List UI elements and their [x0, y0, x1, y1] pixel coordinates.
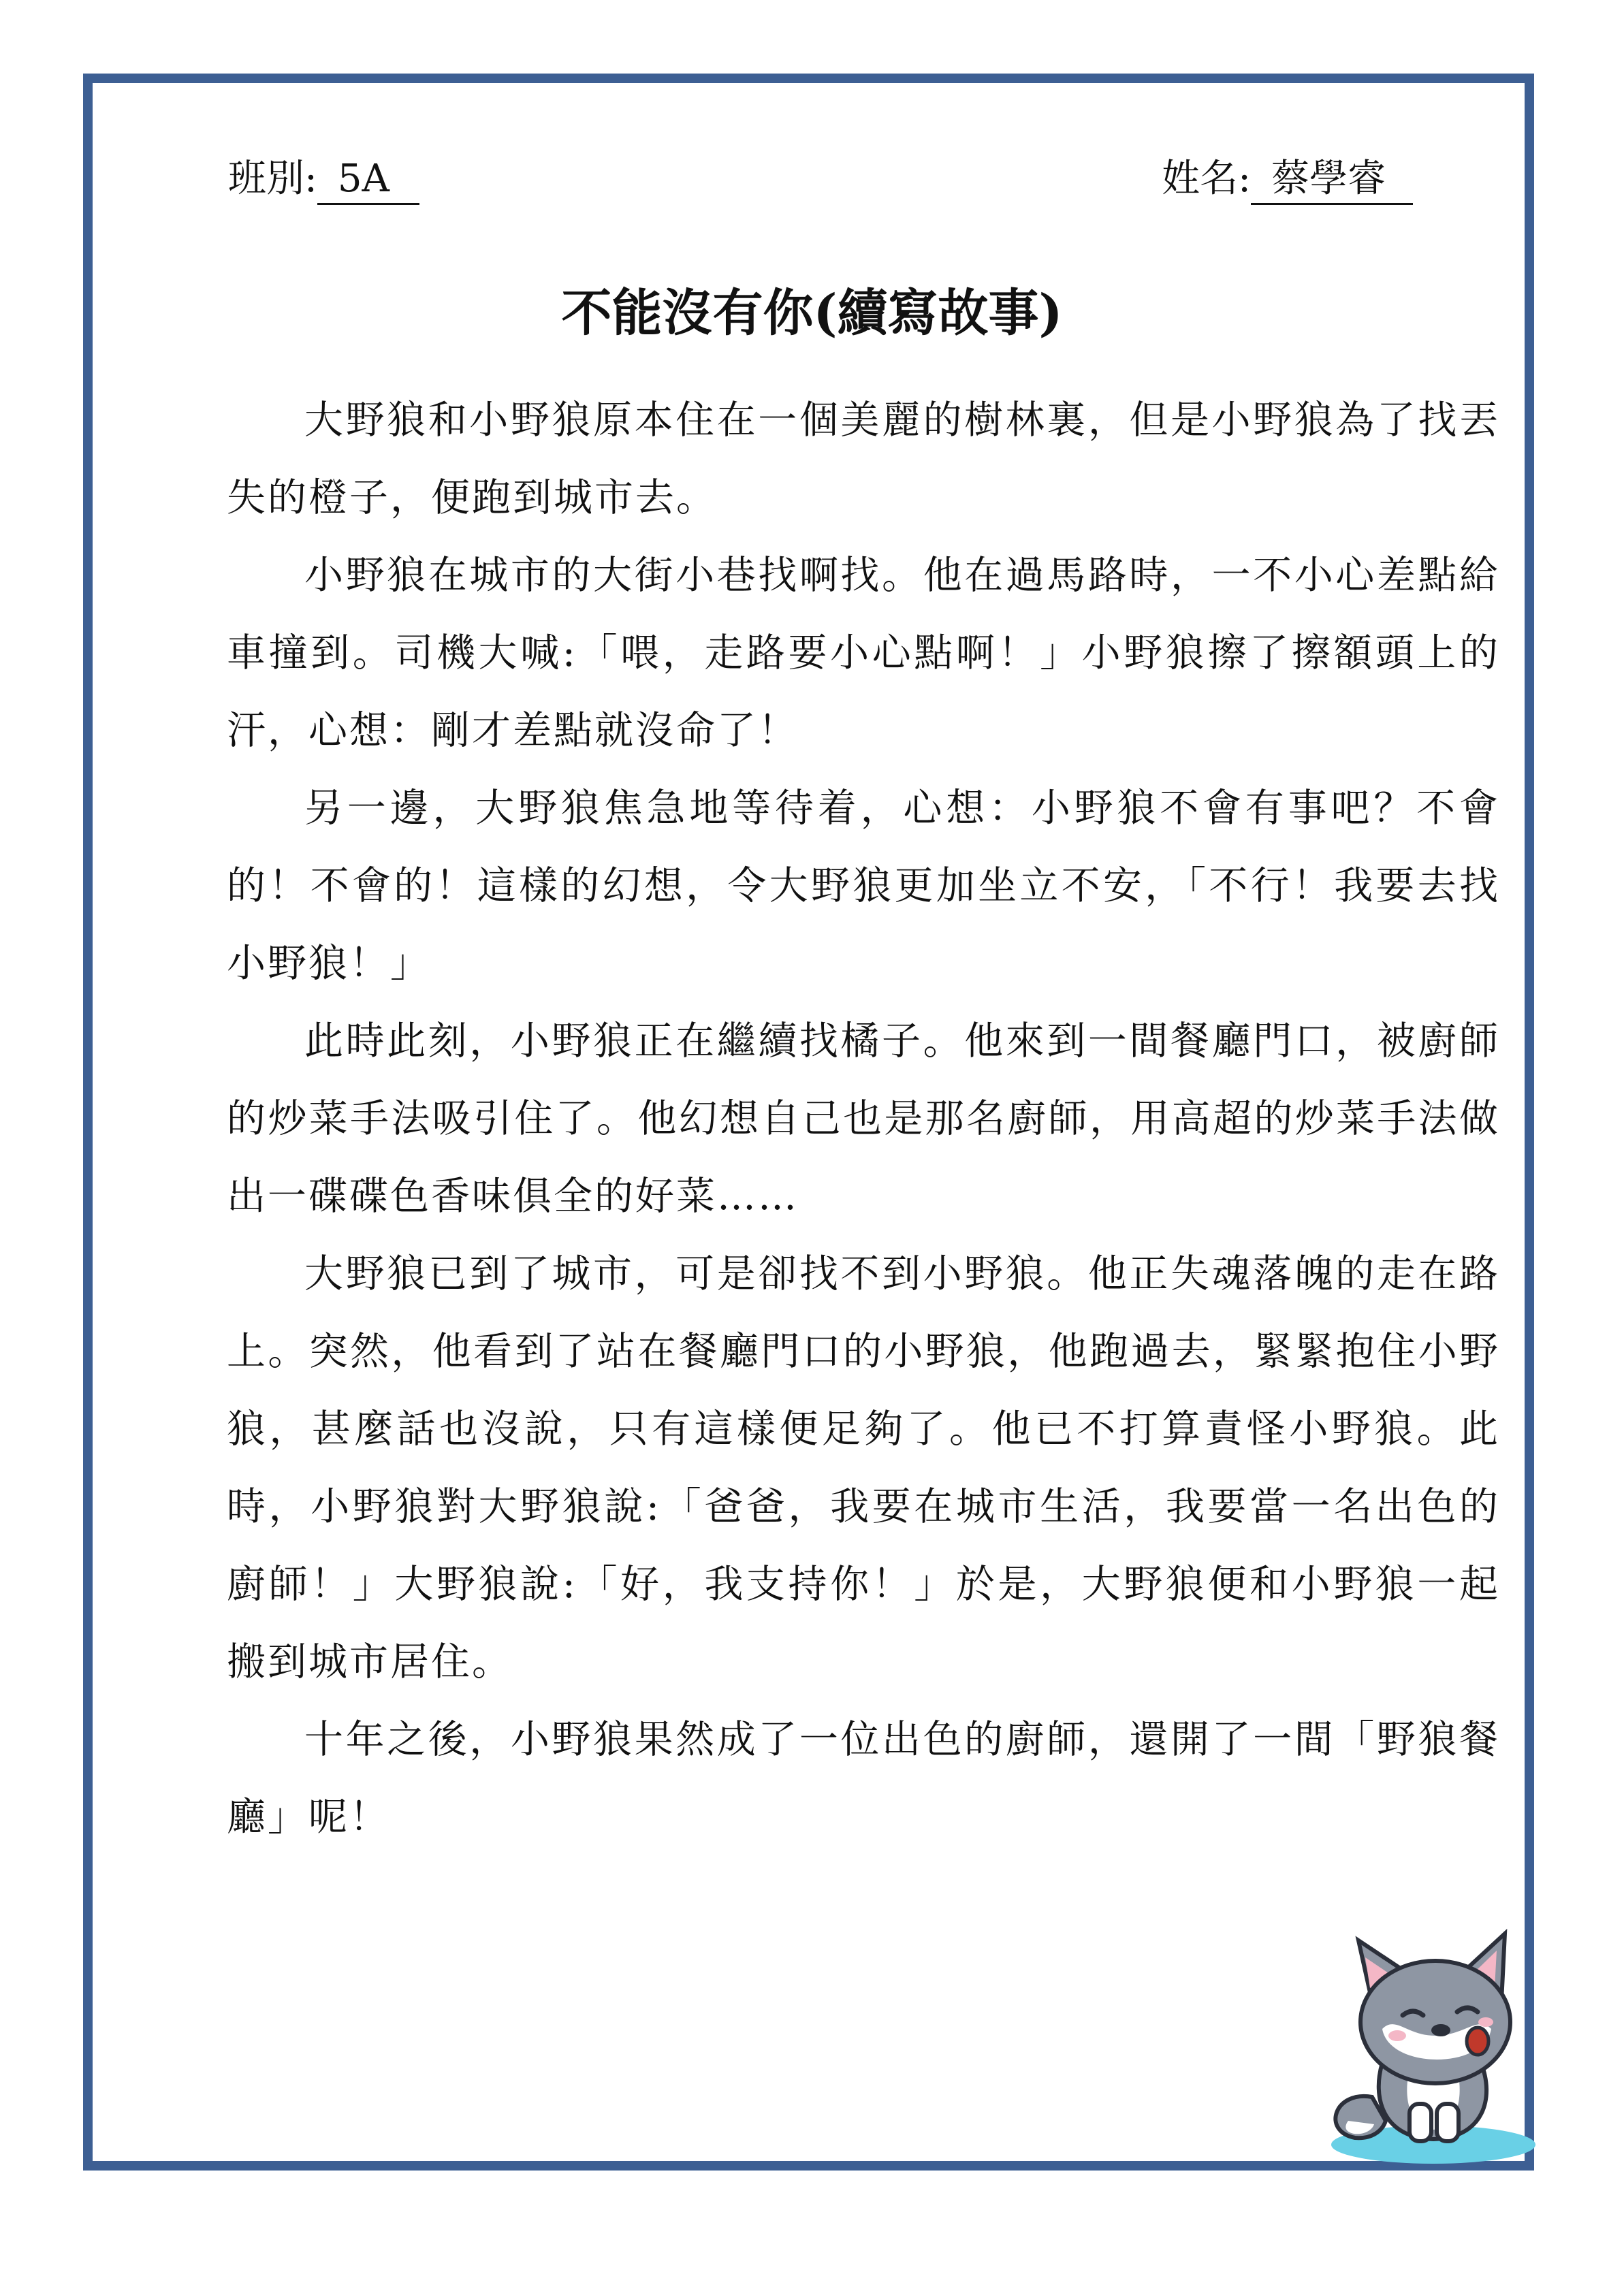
wolf-leg-right: [1437, 2104, 1459, 2141]
essay-paragraph: 大野狼和小野狼原本住在一個美麗的樹林裏，但是小野狼為了找丟失的橙子，便跑到城市去。: [227, 398, 1500, 520]
name-value: 蔡學睿: [1251, 155, 1413, 205]
essay-paragraph: 此時此刻，小野狼正在繼續找橘子。他來到一間餐廳門口，被廚師的炒菜手法吸引住了。他幻想自己也是那名廚師，用高超的炒菜手法做出一碟碟色香味俱全的好菜……: [227, 1019, 1500, 1219]
name-label: 姓名:: [1162, 157, 1251, 201]
wolf-cub-illustration: [1307, 1927, 1553, 2172]
wolf-nose: [1431, 2024, 1450, 2036]
wolf-leg-left: [1410, 2104, 1431, 2141]
name-field: [1162, 148, 1413, 210]
class-value: 5A: [317, 155, 419, 205]
wolf-mouth: [1467, 2028, 1488, 2055]
essay-title: 不能沒有你(續寫故事): [561, 284, 1063, 342]
essay-paragraph: 小野狼在城市的大街小巷找啊找。他在過馬路時，一不小心差點給車撞到。司機大喊:「喂，走路要小心點啊！」小野狼擦了擦額頭上的汗，心想：剛才差點就沒命了！: [227, 553, 1500, 753]
essay-paragraph: 另一邊，大野狼焦急地等待着，心想：小野狼不會有事吧？不會的！不會的！這樣的幻想，令大野狼更加坐立不安，「不行！我要去找小野狼！」: [227, 786, 1500, 986]
wolf-cheek-right: [1478, 2017, 1493, 2027]
wolf-cheek-left: [1388, 2030, 1406, 2041]
essay-body: [227, 381, 1500, 1856]
class-label: 班別:: [228, 157, 317, 201]
essay-paragraph: 大野狼已到了城市，可是卻找不到小野狼。他正失魂落魄的走在路上。突然，他看到了站在餐廳門口的小野狼，他跑過去，緊緊抱住小野狼，甚麼話也沒說，只有這樣便足夠了。他已不打算責怪小野狼。此時，小野狼對大野狼說:「爸爸，我要在城市生活，我要當一名出色的廚師！」大野狼說:「好，我支持你！」於是，大野狼便和小野狼一起搬到城市居住。: [227, 1251, 1500, 1684]
class-field: [228, 148, 419, 210]
header: [228, 148, 1413, 210]
essay-paragraph: 十年之後，小野狼果然成了一位出色的廚師，還開了一間「野狼餐廳」呢！: [227, 1717, 1500, 1840]
